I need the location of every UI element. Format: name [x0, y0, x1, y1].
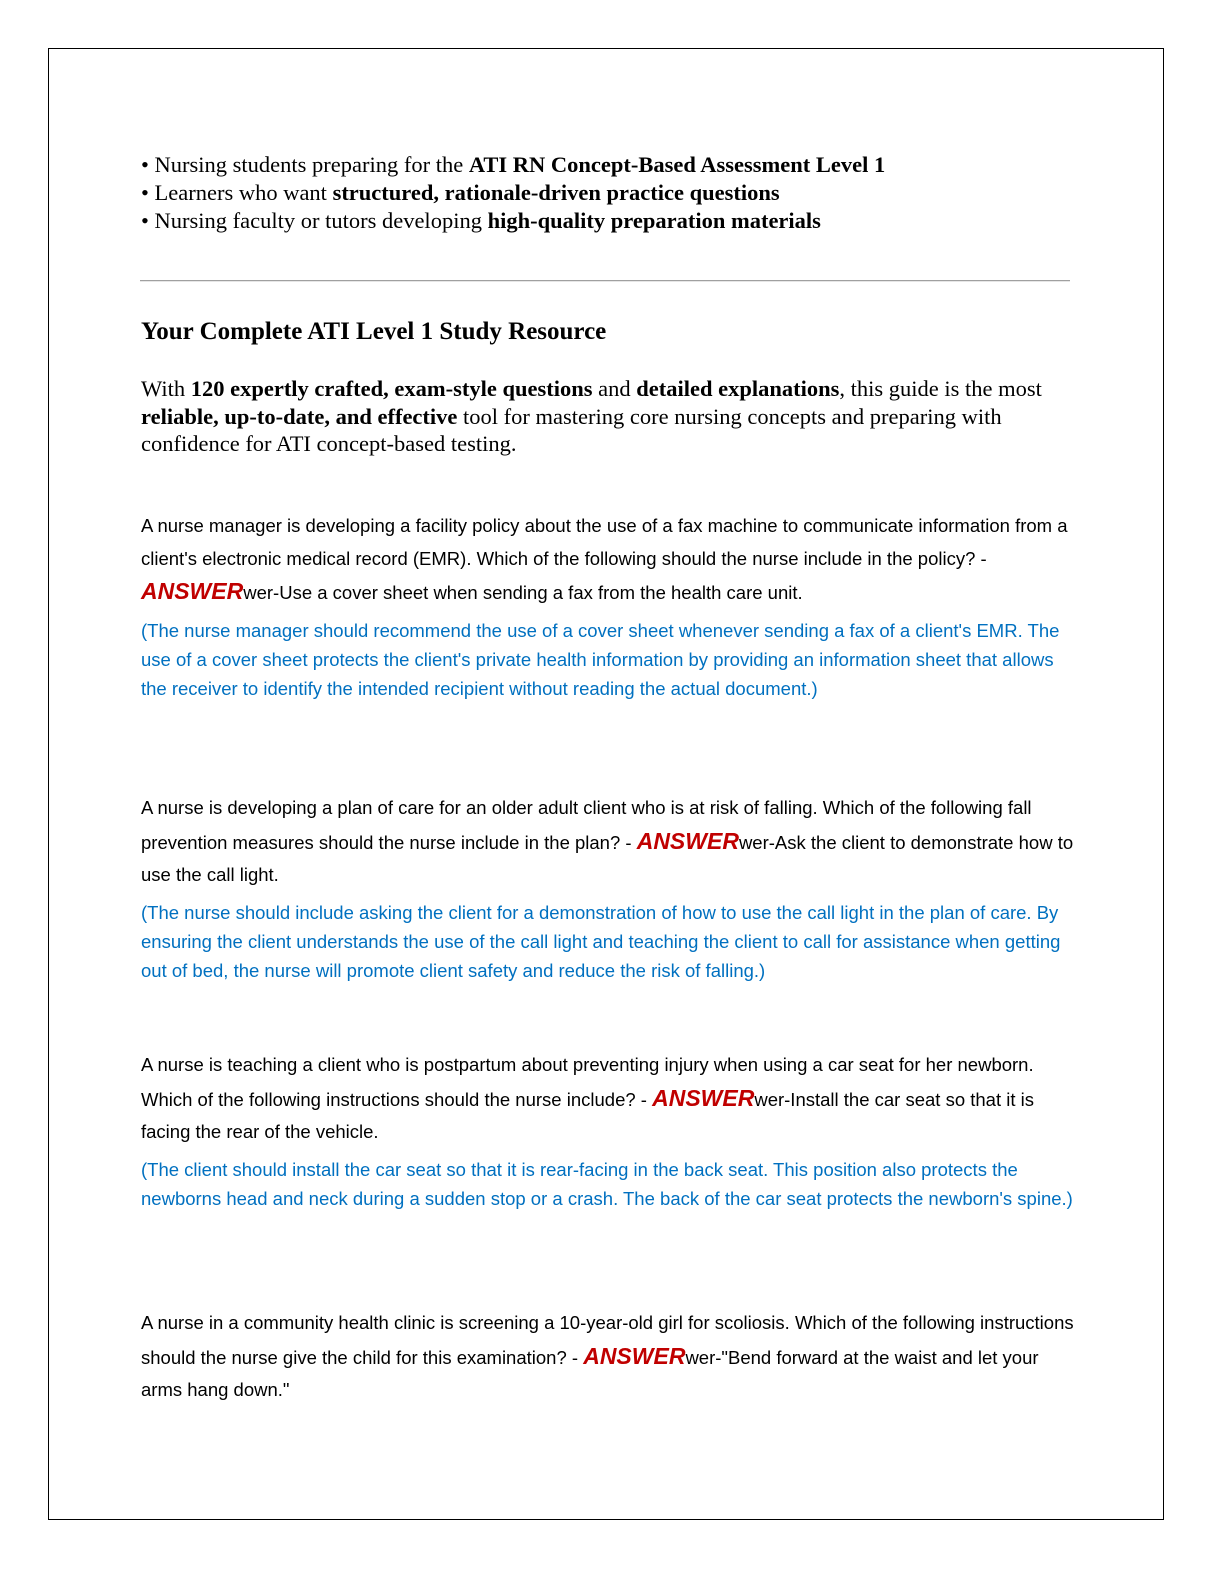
- bullet-bold-text: high-quality preparation materials: [487, 208, 821, 233]
- answer-label: ANSWER: [583, 1342, 686, 1369]
- question-block: [141, 510, 1076, 703]
- bullet-bold-text: structured, rationale-driven practice questions: [332, 180, 780, 205]
- page-border: [48, 48, 1164, 1520]
- intro-text: , this guide is the most: [839, 376, 1042, 401]
- question-text: [141, 1049, 1076, 1149]
- question-stem: A nurse is teaching a client who is postpartum about preventing injury when using a car seat for her newborn. Which of the following instructions should the nurse include? -: [141, 1054, 1034, 1110]
- answer-text: wer-Ask the client to demonstrate how to use the call light.: [141, 831, 1074, 885]
- question-text: [141, 1307, 1076, 1407]
- intro-paragraph: [141, 375, 1071, 458]
- bullet-bold-text: ATI RN Concept-Based Assessment Level 1: [468, 152, 886, 177]
- question-stem: A nurse in a community health clinic is screening a 10-year-old girl for scoliosis. Which of the following instructions should the nurse give the child for this examination? -: [141, 1312, 1074, 1368]
- question-block: [141, 1307, 1076, 1407]
- bullet-text: • Nursing faculty or tutors developing: [141, 208, 488, 233]
- bullet-text: • Learners who want: [141, 180, 333, 205]
- answer-label: ANSWER: [636, 827, 739, 854]
- rationale-text: (The client should install the car seat so that it is rear-facing in the back seat. This position also protects the newborns head and neck during a sudden stop or a crash. The back of the car seat protects the newborn's spine.): [141, 1158, 1073, 1209]
- intro-bold-text: reliable, up-to-date, and effective: [141, 403, 458, 429]
- horizontal-divider: [140, 280, 1070, 282]
- answer-text: wer-Install the car seat so that it is facing the rear of the vehicle.: [141, 1088, 1034, 1142]
- audience-bullet-list: [141, 151, 1081, 235]
- question-stem: A nurse is developing a plan of care for an older adult client who is at risk of falling. Which of the following fall prevention measures should the nurse include in the plan? -: [141, 797, 1032, 853]
- bullet-text: • Nursing students preparing for the: [141, 152, 469, 177]
- question-text: [141, 792, 1076, 892]
- intro-bold-text: detailed explanations: [636, 376, 840, 401]
- intro-text: With: [141, 376, 191, 401]
- intro-bold-text: 120 expertly crafted, exam-style questions: [190, 376, 593, 401]
- intro-text: tool for mastering core nursing concepts and preparing with confidence for ATI concept-based testing.: [141, 403, 1002, 456]
- question-block: [141, 1049, 1076, 1213]
- intro-text: and: [592, 376, 637, 401]
- answer-text: wer-"Bend forward at the waist and let your arms hang down.": [141, 1346, 1039, 1400]
- answer-text: wer-Use a cover sheet when sending a fax from the health care unit.: [243, 582, 803, 603]
- question-text: [141, 510, 1076, 610]
- bullet-item: [141, 151, 1081, 179]
- bullet-item: [141, 207, 1081, 235]
- rationale-text: (The nurse should include asking the client for a demonstration of how to use the call light in the plan of care. By ensuring the client understands the use of the call light and teaching the client to call for assistance when getting out of bed, the nurse will promote client safety and reduce the risk of falling.): [141, 901, 1061, 981]
- answer-label: ANSWER: [141, 578, 244, 604]
- section-heading: Your Complete ATI Level 1 Study Resource: [141, 318, 607, 345]
- answer-label: ANSWER: [652, 1084, 755, 1111]
- question-stem: A nurse manager is developing a facility policy about the use of a fax machine to communicate information from a client's electronic medical record (EMR). Which of the following should the nurse include in the policy? -: [141, 515, 1068, 569]
- question-block: [141, 792, 1076, 985]
- bullet-item: [141, 179, 1081, 207]
- rationale-text: (The nurse manager should recommend the use of a cover sheet whenever sending a fax of a client's EMR. The use of a cover sheet protects the client's private health information by providing an information sheet that allows the receiver to identify the intended recipient without reading the actual document.): [141, 619, 1060, 699]
